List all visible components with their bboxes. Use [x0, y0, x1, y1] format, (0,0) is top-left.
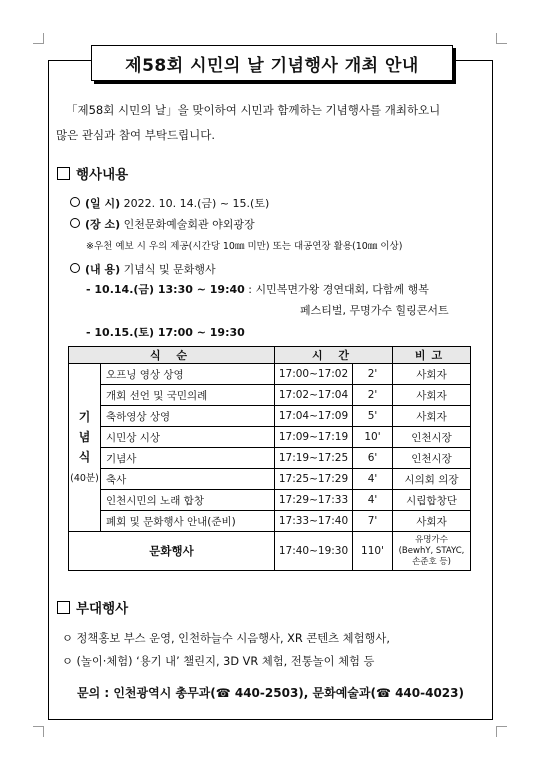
row-time: 17:09~17:19 [275, 427, 353, 448]
section-heading-program [57, 163, 128, 183]
row-minutes: 5' [353, 406, 393, 427]
date-value: 2022. 10. 14.(금) ~ 15.(토) [123, 197, 270, 210]
ceremony-label-char: 념 [78, 429, 91, 444]
square-bullet-icon [57, 167, 70, 180]
table-row-culture [69, 532, 471, 571]
page-corner-mark [496, 726, 507, 737]
row-note: 사회자 [393, 511, 471, 532]
circle-bullet-icon [70, 263, 80, 273]
content-value: 기념식 및 문화행사 [123, 263, 216, 276]
row-time: 17:04~17:09 [275, 406, 353, 427]
ceremony-duration: (40분) [70, 472, 99, 484]
circle-bullet-icon [70, 218, 80, 228]
day1-separator: : [248, 283, 253, 296]
table-row [69, 385, 471, 406]
day1-row [86, 281, 429, 297]
table-row [69, 448, 471, 469]
section-heading-text: 부대행사 [76, 601, 129, 617]
row-note: 시의회 의장 [393, 469, 471, 490]
row-time: 17:02~17:04 [275, 385, 353, 406]
row-item: 축하영상 상영 [101, 406, 275, 427]
page-title: 제58회 시민의 날 기념행사 개최 안내 [91, 45, 453, 81]
table-header-row [69, 347, 471, 364]
content-row [70, 261, 216, 277]
row-note: 인천시장 [393, 448, 471, 469]
row-note: 인천시장 [393, 427, 471, 448]
row-minutes: 4' [353, 469, 393, 490]
contact-footer: 문의 : 인천광역시 총무과(☎ 440-2503), 문화예술과(☎ 440-4023) [77, 686, 464, 700]
row-item: 오프닝 영상 상영 [101, 364, 275, 385]
row-note: 사회자 [393, 406, 471, 427]
intro-paragraph [56, 98, 486, 148]
row-item: 축사 [101, 469, 275, 490]
row-minutes: 2' [353, 364, 393, 385]
ceremony-label [69, 364, 101, 532]
row-minutes: 6' [353, 448, 393, 469]
intro-line: 많은 관심과 참여 부탁드립니다. [56, 128, 216, 142]
table-row [69, 490, 471, 511]
table-row [69, 364, 471, 385]
rain-note: ※우천 예보 시 우의 제공(시간당 10㎜ 미만) 또는 대공연장 활용(10㎜ 이상) [86, 241, 403, 252]
row-note: 시립합창단 [393, 490, 471, 511]
schedule-table [68, 346, 471, 571]
ceremony-label-char: 식 [78, 449, 91, 464]
section-heading-text: 행사내용 [76, 167, 129, 183]
table-row [69, 469, 471, 490]
place-label: (장 소) [85, 218, 121, 231]
row-item: 기념사 [101, 448, 275, 469]
row-item: 개회 선언 및 국민의례 [101, 385, 275, 406]
place-row [70, 216, 255, 232]
page-corner-mark [496, 33, 507, 44]
day2-row: - 10.15.(토) 17:00 ~ 19:30 [86, 326, 245, 339]
header-time: 시 간 [275, 347, 393, 364]
intro-line: 「제58회 시민의 날」을 맞이하여 시민과 함께하는 기념행사를 개최하오니 [66, 103, 441, 117]
day1-label: - 10.14.(금) 13:30 ~ 19:40 [86, 283, 245, 296]
row-note: 사회자 [393, 364, 471, 385]
header-order: 식 순 [69, 347, 275, 364]
day1-desc-line: 시민복면가왕 경연대회, 다함께 행복 [255, 283, 429, 296]
side-event-line: ㅇ (놀이·체험) ‘용기 내’ 챌린지, 3D VR 체험, 전통놀이 체험 등 [62, 655, 375, 668]
culture-time: 17:40~19:30 [275, 532, 353, 571]
circle-bullet-icon [70, 197, 80, 207]
square-bullet-icon [57, 601, 70, 614]
row-time: 17:19~17:25 [275, 448, 353, 469]
row-minutes: 2' [353, 385, 393, 406]
row-minutes: 10' [353, 427, 393, 448]
culture-minutes: 110' [353, 532, 393, 571]
culture-note-line: (BewhY, STAYC, [398, 545, 465, 556]
ceremony-label-char: 기 [78, 409, 91, 424]
page-corner-mark [33, 726, 44, 737]
table-row [69, 511, 471, 532]
row-time: 17:25~17:29 [275, 469, 353, 490]
section-heading-side-events [57, 597, 128, 617]
header-note: 비고 [393, 347, 471, 364]
content-label: (내 용) [85, 263, 121, 276]
page-corner-mark [33, 33, 44, 44]
culture-item: 문화행사 [69, 532, 275, 571]
day1-desc-line: 페스티벌, 무명가수 힐링콘서트 [300, 304, 449, 317]
row-item: 시민상 시상 [101, 427, 275, 448]
row-time: 17:29~17:33 [275, 490, 353, 511]
row-time: 17:00~17:02 [275, 364, 353, 385]
place-value: 인천문화예술회관 야외광장 [123, 218, 255, 231]
side-event-line: ㅇ 정책홍보 부스 운영, 인천하늘수 시음행사, XR 콘텐츠 체험행사, [62, 632, 390, 645]
row-minutes: 7' [353, 511, 393, 532]
table-row [69, 427, 471, 448]
culture-note-line: 유명가수 [415, 534, 448, 545]
row-minutes: 4' [353, 490, 393, 511]
culture-note-line: 손준호 등) [412, 556, 451, 567]
row-item: 인천시민의 노래 합창 [101, 490, 275, 511]
date-row [70, 195, 269, 211]
row-time: 17:33~17:40 [275, 511, 353, 532]
row-item: 폐회 및 문화행사 안내(준비) [101, 511, 275, 532]
culture-note [393, 532, 471, 571]
row-note: 사회자 [393, 385, 471, 406]
table-row [69, 406, 471, 427]
date-label: (일 시) [85, 197, 121, 210]
